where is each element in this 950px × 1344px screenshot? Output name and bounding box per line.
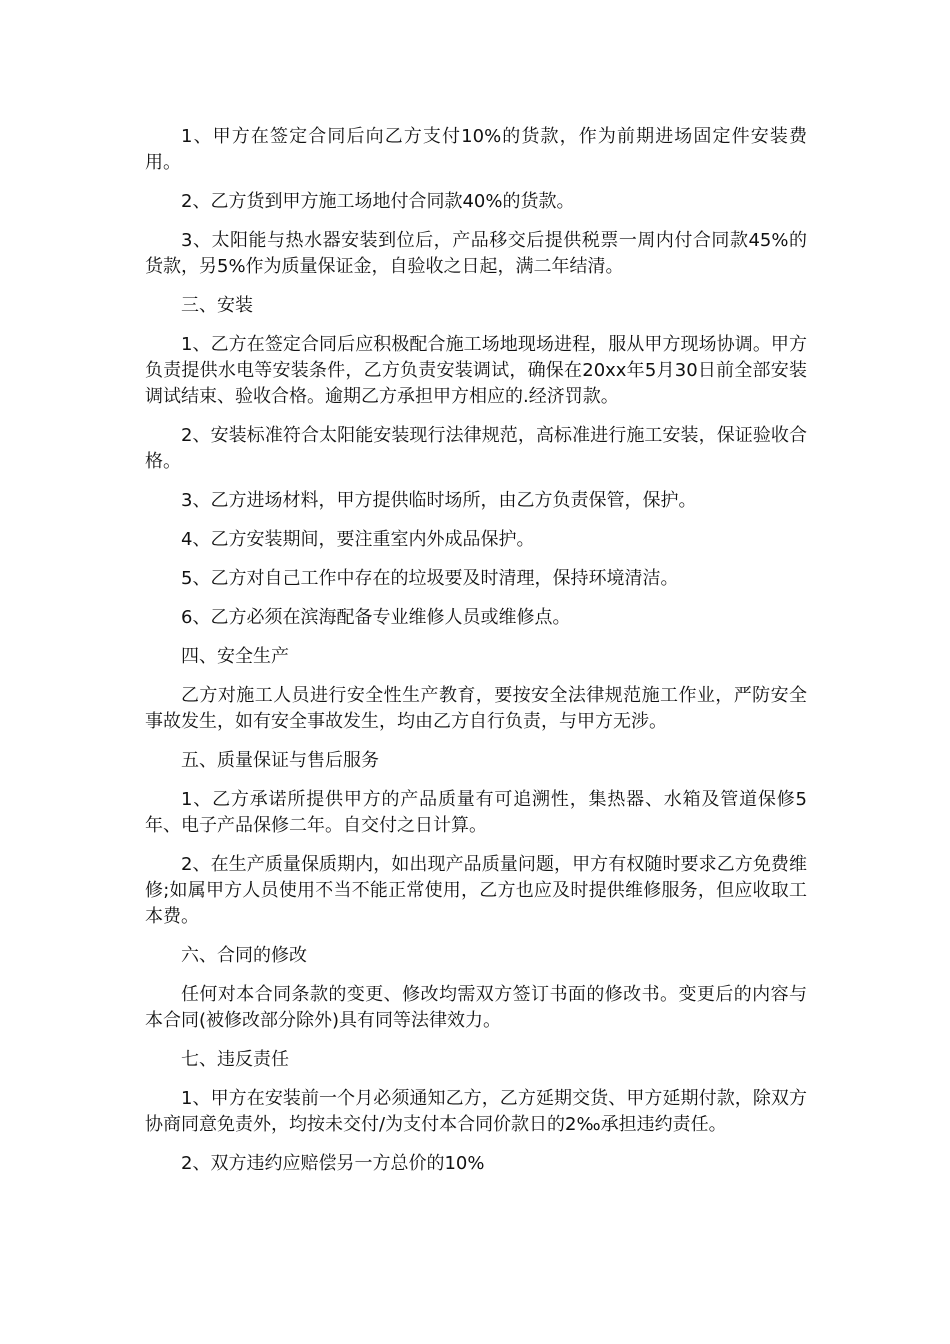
installation-clause-1: 1、乙方在签定合同后应积极配合施工场地现场进程，服从甲方现场协调。甲方负责提供水电等安装条件，乙方负责安装调试，确保在20xx年5月30日前全部安装调试结束、验收合格。逾期乙方承担甲方相应的.经济罚款。 <box>145 334 807 407</box>
payment-clause-3: 3、太阳能与热水器安装到位后，产品移交后提供税票一周内付合同款45%的货款，另5%作为质量保证金，自验收之日起，满二年结清。 <box>145 230 807 277</box>
installation-clause-4: 4、乙方安装期间，要注重室内外成品保护。 <box>181 529 535 550</box>
liability-clause-1: 1、甲方在安装前一个月必须通知乙方，乙方延期交货、甲方延期付款，除双方协商同意免责外，均按未交付/为支付本合同价款日的2‰承担违约责任。 <box>145 1088 807 1135</box>
section-heading-amendment: 六、合同的修改 <box>181 945 307 966</box>
payment-clause-2: 2、乙方货到甲方施工场地付合同款40%的货款。 <box>181 191 575 212</box>
installation-clause-2: 2、安装标准符合太阳能安装现行法律规范，高标准进行施工安装，保证验收合格。 <box>145 425 807 472</box>
quality-clause-2: 2、在生产质量保质期内，如出现产品质量问题，甲方有权随时要求乙方免费维修;如属甲方人员使用不当不能正常使用，乙方也应及时提供维修服务，但应收取工本费。 <box>145 854 807 927</box>
amendment-clause: 任何对本合同条款的变更、修改均需双方签订书面的修改书。变更后的内容与本合同(被修改部分除外)具有同等法律效力。 <box>145 984 807 1031</box>
section-heading-quality: 五、质量保证与售后服务 <box>181 750 379 771</box>
safety-clause: 乙方对施工人员进行安全性生产教育，要按安全法律规范施工作业，严防安全事故发生，如有安全事故发生，均由乙方自行负责，与甲方无涉。 <box>145 685 807 732</box>
installation-clause-3: 3、乙方进场材料，甲方提供临时场所，由乙方负责保管，保护。 <box>181 490 697 511</box>
section-heading-liability: 七、违反责任 <box>181 1049 289 1070</box>
section-heading-installation: 三、安装 <box>181 295 253 316</box>
section-heading-safety: 四、安全生产 <box>181 646 289 667</box>
payment-clause-1: 1、甲方在签定合同后向乙方支付10%的货款，作为前期进场固定件安装费用。 <box>145 126 807 173</box>
installation-clause-6: 6、乙方必须在滨海配备专业维修人员或维修点。 <box>181 607 571 628</box>
quality-clause-1: 1、乙方承诺所提供甲方的产品质量有可追溯性，集热器、水箱及管道保修5年、电子产品保修二年。自交付之日计算。 <box>145 789 807 836</box>
document-body <box>145 124 807 1190</box>
installation-clause-5: 5、乙方对自己工作中存在的垃圾要及时清理，保持环境清洁。 <box>181 568 679 589</box>
liability-clause-2: 2、双方违约应赔偿另一方总价的10% <box>181 1153 485 1174</box>
